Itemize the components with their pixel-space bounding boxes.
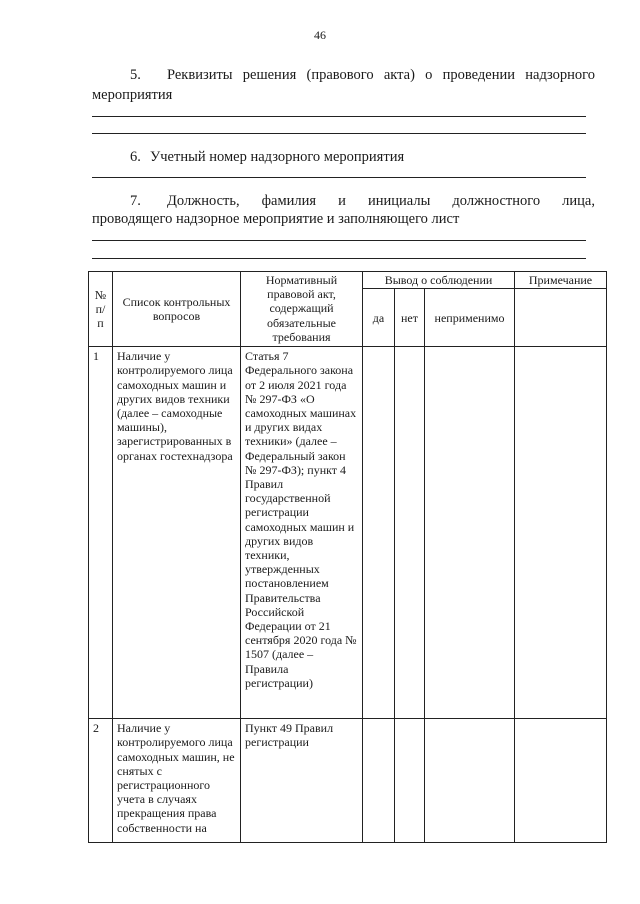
header-no: нет [395,289,425,347]
section-5-number: 5. [130,67,141,83]
fill-line [92,133,586,134]
section-7-word: фамилия [261,193,317,209]
fill-line [92,258,586,259]
fill-line [92,116,586,117]
row-number: 2 [89,719,113,843]
row-number: 1 [89,347,113,719]
cell-not-applicable[interactable] [425,347,515,719]
checklist-table [88,271,607,843]
header-yes: да [363,289,395,347]
section-7-word: лица, [562,193,595,209]
section-5-text-cont: мероприятия [92,87,173,103]
row-normative-act: Статья 7 Федерального закона от 2 июля 2021 года № 297-ФЗ «О самоходных машинах и других видах техники» (далее – Федеральный закон № 297-ФЗ); пункт 4 Правил государственной регистрации самоходных машин и других видов техники, утвержденных постановлением Правительства Российской Федерации от 21 сентября 2020 года № 1507 (далее – Правила регистрации) [241,347,363,719]
header-note: Примечание [515,272,607,289]
header-number: № п/ п [89,272,113,347]
table-row [89,347,607,719]
fill-line [92,240,586,241]
section-7-word: и [338,193,346,209]
row-question: Наличие у контролируемого лица самоходных машин, не снятых с регистрационного учета в случаях прекращения права собственности на [113,719,241,843]
table-row [89,719,607,843]
section-7-number: 7. [130,193,141,209]
row-question: Наличие у контролируемого лица самоходных машин и других видов техники (далее – самоходные машины), зарегистрированных в органах гостехнадзора [113,347,241,719]
section-7-word: Должность, [167,193,240,209]
cell-yes[interactable] [363,347,395,719]
fill-line [92,177,586,178]
header-questions: Список контрольных вопросов [113,272,241,347]
section-5-text: Реквизиты решения (правового акта) о проведении надзорного [167,67,595,83]
page-number: 46 [314,28,326,42]
header-normative-act: Нормативный правовой акт, содержащий обязательные требования [241,272,363,347]
section-7-word: инициалы [367,193,431,209]
header-not-applicable: неприменимо [425,289,515,347]
cell-not-applicable[interactable] [425,719,515,843]
cell-yes[interactable] [363,719,395,843]
section-6-text: Учетный номер надзорного мероприятия [150,149,405,165]
section-7-word: должностного [452,193,541,209]
header-conclusion: Вывод о соблюдении [363,272,515,289]
cell-no[interactable] [395,719,425,843]
section-6-number: 6. [130,149,141,165]
section-7-text [167,192,595,210]
header-note-empty [515,289,607,347]
section-7-text-cont: проводящего надзорное мероприятие и заполняющего лист [92,211,460,227]
row-normative-act: Пункт 49 Правил регистрации [241,719,363,843]
cell-no[interactable] [395,347,425,719]
cell-note[interactable] [515,719,607,843]
cell-note[interactable] [515,347,607,719]
